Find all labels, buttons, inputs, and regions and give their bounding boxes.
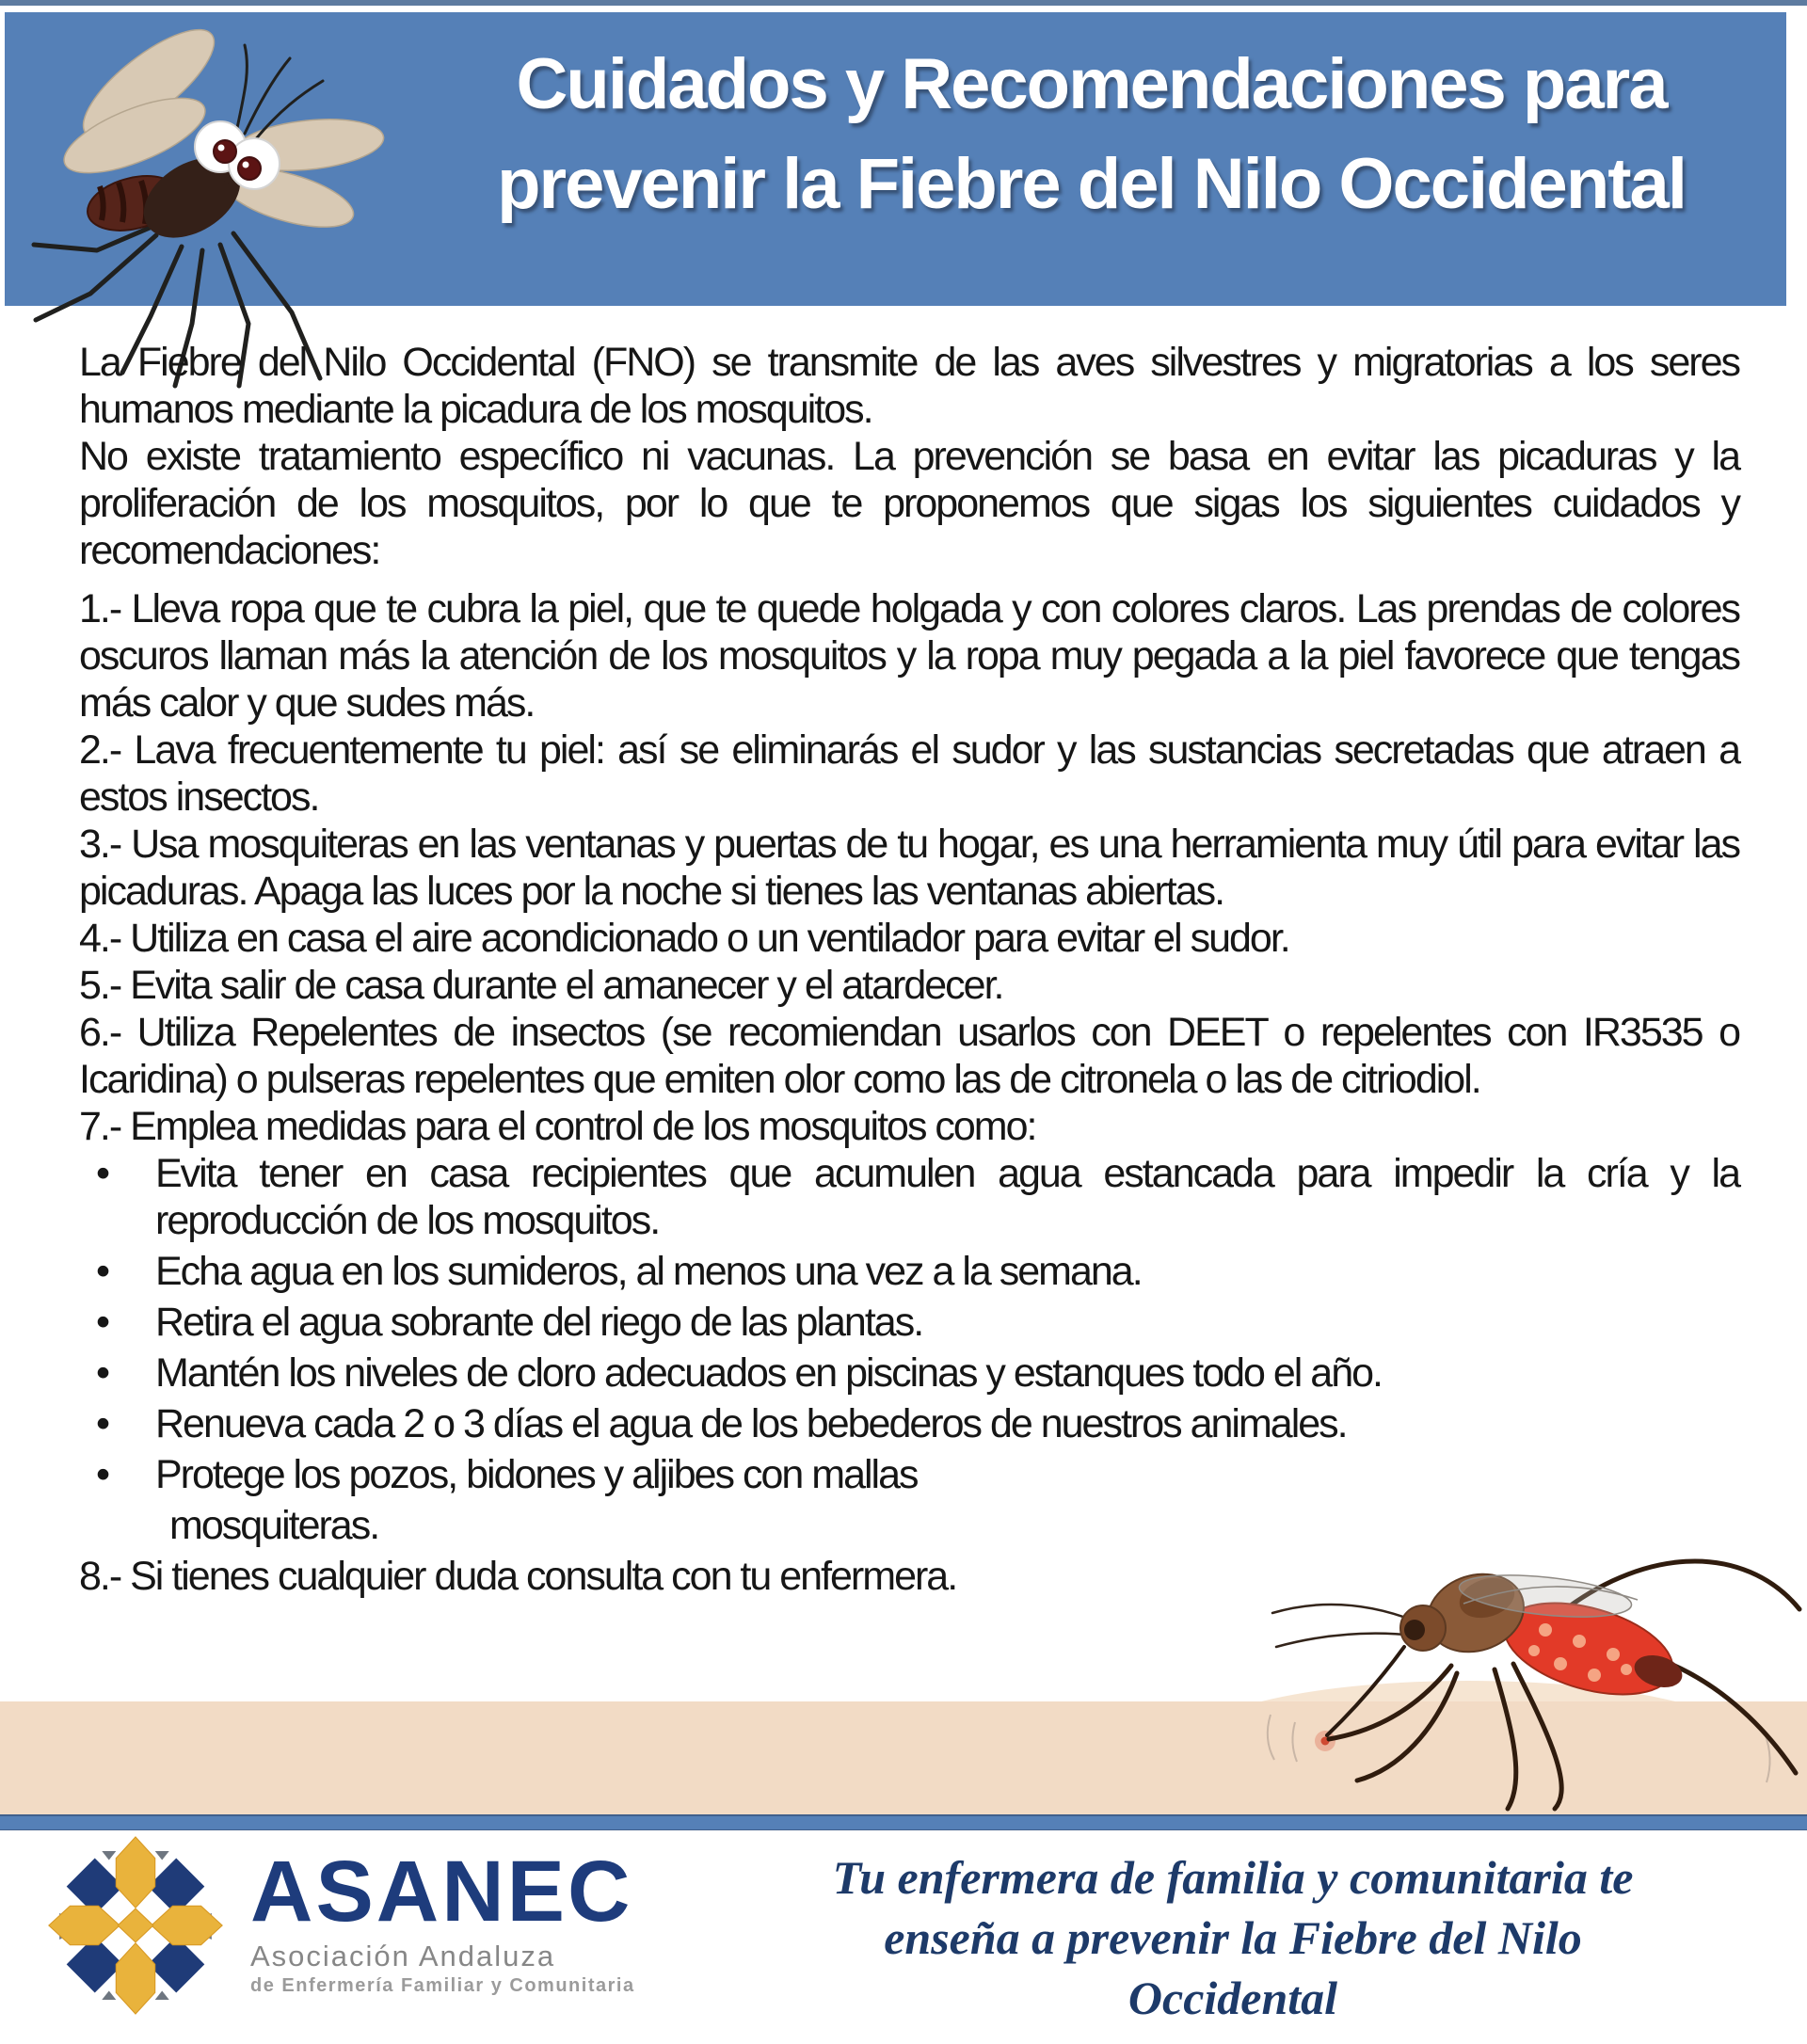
body-text	[79, 339, 1739, 1600]
asanec-star-logo-icon	[47, 1834, 224, 2017]
intro-paragraph-1: La Fiebre del Nilo Occidental (FNO) se transmite de las aves silvestres y migratorias a los seres humanos mediante la picadura de los mosquitos.	[79, 340, 1739, 432]
asanec-brand-block	[250, 1844, 635, 1996]
bullet-item	[79, 1150, 1739, 1244]
bullet-marker: •	[96, 1151, 111, 1196]
intro-paragraph-2: No existe tratamiento específico ni vacunas. La prevención se basa en evitar las picaduras y la proliferación de los mosquitos, por lo que te proponemos que sigas los siguientes cuidados y recomendaciones:	[79, 434, 1739, 573]
bullet-text-continuation: mosquiteras.	[169, 1503, 379, 1548]
org-subtitle: de Enfermería Familiar y Comunitaria	[250, 1975, 635, 1996]
bullet-marker: •	[96, 1249, 111, 1294]
recommendation-2: 2.- Lava frecuentemente tu piel: así se eliminarás el sudor y las sustancias secretadas que atraen a estos insectos.	[79, 727, 1739, 820]
footer-message	[791, 1847, 1675, 2028]
bullet-item	[79, 1299, 1739, 1346]
bullet-marker: •	[96, 1401, 111, 1446]
recommendation-7: 7.- Emplea medidas para el control de los mosquitos como:	[79, 1104, 1036, 1149]
bullet-item	[79, 1451, 1739, 1498]
bullet-marker: •	[96, 1350, 111, 1396]
bullet-text: Mantén los niveles de cloro adecuados en piscinas y estanques todo el año.	[155, 1350, 1382, 1396]
footer	[0, 1830, 1807, 2044]
footer-message-line3: Occidental	[1127, 1972, 1338, 2024]
recommendation-3: 3.- Usa mosquiteras en las ventanas y puertas de tu hogar, es una herramienta muy útil para evitar las picaduras. Apaga las luces por la noche si tienes las ventanas abiertas.	[79, 822, 1739, 914]
biting-mosquito-icon	[1214, 1498, 1807, 1818]
page-title-line1: Cuidados y Recomendaciones para	[516, 44, 1667, 124]
bullet-text: Protege los pozos, bidones y aljibes con mallas	[155, 1452, 918, 1497]
bullet-marker: •	[96, 1452, 111, 1497]
recommendation-1: 1.- Lleva ropa que te cubra la piel, que te quede holgada y con colores claros. Las prendas de colores oscuros llaman más la atención de los mosquitos y la ropa muy pegada a la piel favorece que tengas más calor y que sudes más.	[79, 586, 1739, 726]
bullet-text: Renueva cada 2 o 3 días el agua de los bebederos de nuestros animales.	[155, 1401, 1347, 1446]
bullet-text: Echa agua en los sumideros, al menos una vez a la semana.	[155, 1249, 1142, 1294]
bullet-text: Evita tener en casa recipientes que acumulen agua estancada para impedir la cría y la reproducción de los mosquitos.	[155, 1151, 1739, 1243]
footer-divider-bar	[0, 1814, 1807, 1830]
bullet-text: Retira el agua sobrante del riego de las plantas.	[155, 1300, 923, 1345]
page-title	[409, 35, 1773, 234]
footer-message-line2: enseña a prevenir la Fiebre del Nilo	[884, 1911, 1582, 1964]
bullet-item	[79, 1349, 1739, 1397]
page-title-line2: prevenir la Fiebre del Nilo Occidental	[497, 144, 1686, 224]
org-acronym: ASANEC	[250, 1844, 633, 1940]
cartoon-mosquito-icon	[8, 13, 431, 390]
recommendation-4: 4.- Utiliza en casa el aire acondicionado o un ventilador para evitar el sudor.	[79, 916, 1289, 961]
bullet-item	[79, 1248, 1739, 1295]
bullet-item	[79, 1400, 1739, 1447]
recommendation-8: 8.- Si tienes cualquier duda consulta con tu enfermera.	[79, 1554, 957, 1599]
recommendation-6: 6.- Utiliza Repelentes de insectos (se recomiendan usarlos con DEET o repelentes con IR3535 o Icaridina) o pulseras repelentes que emiten olor como las de citronela o las de citriodiol.	[79, 1010, 1739, 1102]
footer-message-line1: Tu enfermera de familia y comunitaria te	[832, 1851, 1634, 1904]
bullet-marker: •	[96, 1300, 111, 1345]
org-name: Asociación Andaluza	[250, 1940, 556, 1972]
top-border-line	[0, 0, 1807, 6]
recommendation-5: 5.- Evita salir de casa durante el amanecer y el atardecer.	[79, 963, 1003, 1008]
